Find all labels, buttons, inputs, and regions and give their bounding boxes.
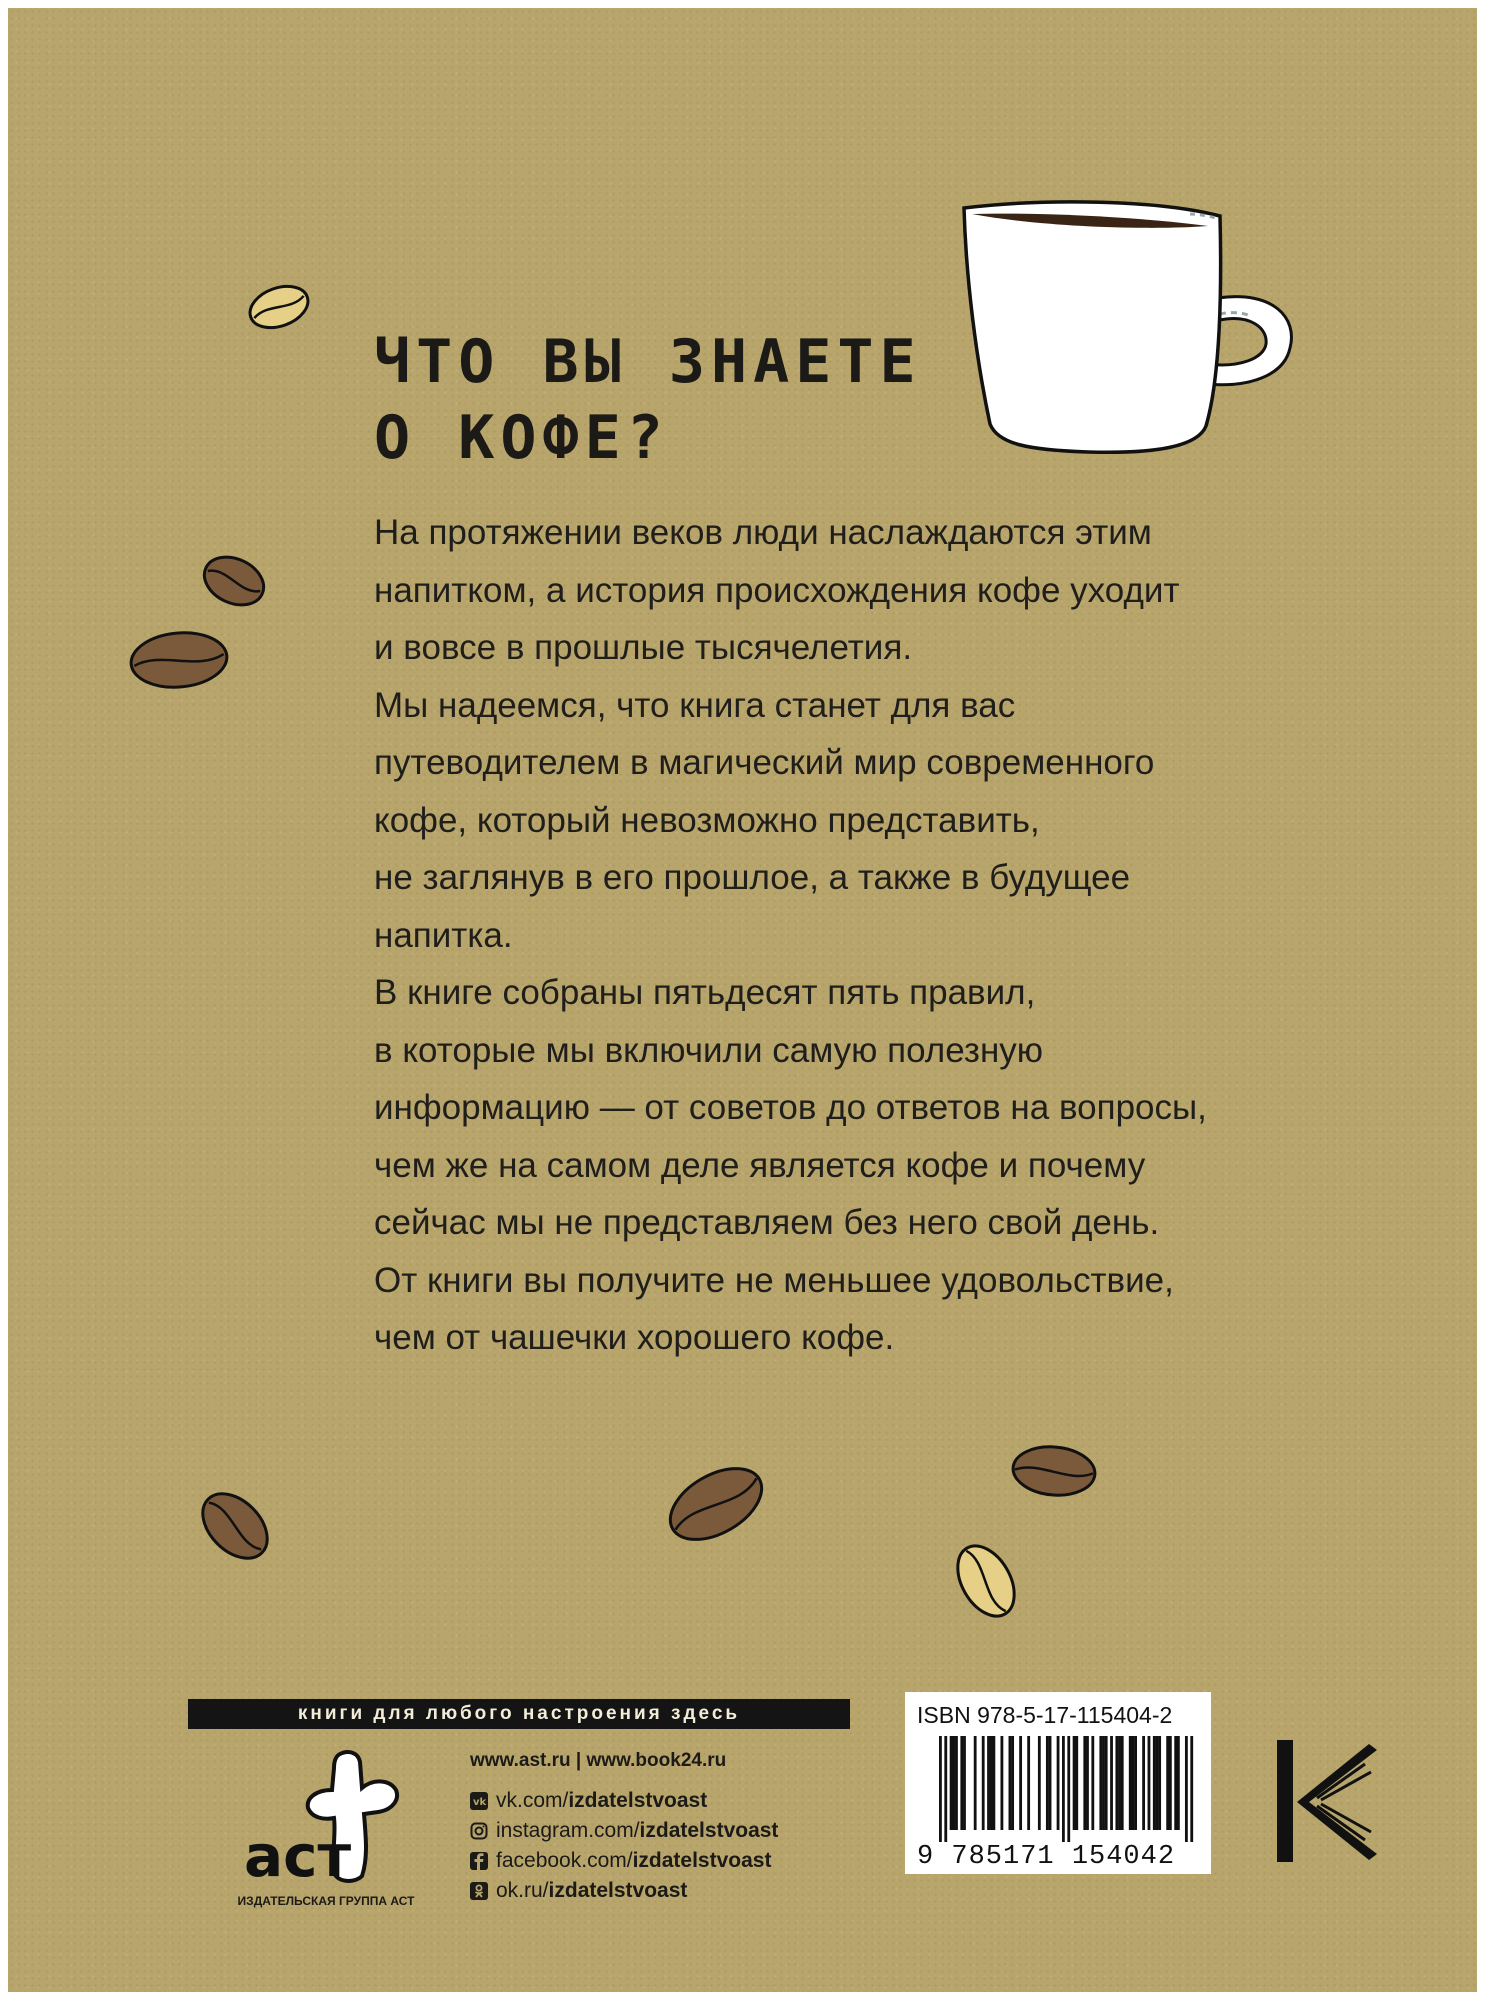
barcode-bar [952, 1736, 955, 1830]
description-line: чем же на самом деле является кофе и почему [374, 1145, 1146, 1185]
social-link-prefix: vk.com/ [496, 1789, 569, 1812]
description-line: в которые мы включили самую полезную [374, 1030, 1044, 1070]
description-line: На протяжении веков люди наслаждаются этим [374, 513, 1152, 552]
social-link-vk[interactable] [470, 1786, 778, 1816]
description-line: напитка. [374, 915, 513, 955]
barcode-bar [955, 1736, 958, 1830]
book-back-cover [8, 8, 1477, 1992]
social-link-handle: izdatelstvoast [548, 1879, 688, 1902]
barcode-bar [1118, 1736, 1121, 1830]
description-line: кофе, который невозможно представить, [374, 800, 1040, 840]
barcode-bar [982, 1736, 985, 1830]
social-link-prefix: instagram.com/ [496, 1819, 640, 1842]
description-text [374, 504, 1274, 1367]
social-link-handle: izdatelstvoast [639, 1819, 779, 1842]
barcode-bar [1174, 1736, 1177, 1830]
barcode-bar [1190, 1736, 1193, 1842]
description-line: сейчас мы не представляем без него свой день. [374, 1203, 1160, 1242]
barcode-bar [939, 1736, 942, 1842]
coffee-bean-dark-icon [198, 549, 270, 613]
social-link-prefix: facebook.com/ [496, 1849, 633, 1872]
barcode-bar [974, 1736, 977, 1830]
publisher-name: ИЗДАТЕЛЬСКАЯ ГРУППА АСТ [237, 1894, 415, 1908]
barcode-bar [1110, 1736, 1113, 1830]
barcode-bar [1185, 1736, 1188, 1842]
odnoklassniki-icon [470, 1882, 488, 1900]
barcode-bar [1046, 1736, 1049, 1830]
barcode-bar [987, 1736, 990, 1830]
barcode-bar [1169, 1736, 1172, 1830]
barcode-bar [1009, 1736, 1012, 1830]
barcode-bar [1062, 1736, 1065, 1842]
description-line: чем от чашечки хорошего кофе. [374, 1318, 895, 1357]
barcode-bar [1073, 1736, 1076, 1830]
coffee-bean-light-icon [244, 279, 314, 335]
barcode-bar [1153, 1736, 1156, 1830]
barcode-bar [1083, 1736, 1086, 1830]
logo-text: аст [244, 1822, 352, 1888]
description-line: Мы надеемся, что книга станет для вас [374, 685, 1016, 725]
social-link-prefix: ok.ru/ [496, 1879, 549, 1902]
barcode-bar [950, 1736, 953, 1830]
description-line: напитком, а история происхождения кофе уходит [374, 570, 1180, 610]
barcode-bar [1142, 1736, 1145, 1830]
barcode-bar [1011, 1736, 1014, 1830]
barcode-bar [1099, 1736, 1102, 1830]
headline-line: О КОФЕ? [374, 403, 669, 473]
description-line: путеводителем в магический мир современного [374, 743, 1155, 782]
barcode-bar [1019, 1736, 1022, 1830]
barcode-panel [905, 1692, 1211, 1874]
barcode-bar [1105, 1736, 1108, 1830]
isbn-number: ISBN 978-5-17-115404-2 [917, 1702, 1173, 1728]
barcode-bar [1177, 1736, 1180, 1830]
barcode-bar [1132, 1736, 1135, 1830]
barcode-bar [992, 1736, 995, 1830]
social-link-odnoklassniki[interactable] [470, 1876, 778, 1906]
barcode-bar [1148, 1736, 1151, 1830]
barcode-bar [1158, 1736, 1161, 1830]
barcode-bar [1102, 1736, 1105, 1830]
description-line: не заглянув в его прошлое, а также в будущее [374, 858, 1131, 897]
social-link-handle: izdatelstvoast [568, 1789, 708, 1812]
barcode-bar [1038, 1736, 1041, 1830]
description-line: и вовсе в прошлые тысячелетия. [374, 628, 913, 667]
coffee-bean-dark-icon [660, 1460, 772, 1548]
barcode-bar [1166, 1736, 1169, 1830]
social-link-instagram[interactable] [470, 1816, 778, 1846]
coffee-bean-dark-icon [1008, 1440, 1100, 1502]
barcode-bar [990, 1736, 993, 1830]
barcode-bar [1027, 1736, 1030, 1830]
coffee-bean-dark-icon [194, 1482, 276, 1570]
coffee-bean-light-icon [950, 1536, 1022, 1626]
headline-line: ЧТО ВЫ ЗНАЕТЕ [374, 327, 922, 397]
instagram-icon [470, 1822, 488, 1840]
social-links [470, 1786, 778, 1906]
barcode-bar [1049, 1736, 1052, 1830]
tagline-banner: книги для любого настроения здесь [188, 1699, 850, 1729]
ast-logo [236, 1748, 404, 1888]
description-line: В книге собраны пятьдесят пять правил, [374, 973, 1036, 1012]
book-k-logo [1273, 1736, 1388, 1866]
coffee-cup-illustration [958, 198, 1298, 458]
ean-digits: 9 785171 154042 [917, 1842, 1176, 1872]
barcode-bar [1091, 1736, 1094, 1830]
barcode [917, 1736, 1199, 1842]
websites[interactable]: www.ast.ru | www.book24.ru [470, 1750, 727, 1771]
barcode-bar [1057, 1736, 1060, 1830]
barcode-bar [1067, 1736, 1070, 1842]
barcode-bar [1075, 1736, 1078, 1830]
barcode-bar [1000, 1736, 1003, 1830]
facebook-icon [470, 1852, 488, 1870]
barcode-bar [1121, 1736, 1124, 1830]
barcode-bar [1115, 1736, 1118, 1830]
barcode-bar [1086, 1736, 1089, 1830]
vk-icon [470, 1792, 488, 1810]
description-line: От книги вы получите не меньшее удовольствие, [374, 1260, 1174, 1300]
coffee-bean-dark-icon [126, 625, 232, 695]
barcode-bar [963, 1736, 966, 1830]
svg-text:vk: vk [473, 1797, 487, 1808]
social-link-handle: izdatelstvoast [632, 1849, 772, 1872]
barcode-bar [1134, 1736, 1137, 1830]
barcode-bar [960, 1736, 963, 1830]
barcode-bar [1156, 1736, 1159, 1830]
barcode-bar [944, 1736, 947, 1842]
cover-headline [374, 324, 922, 476]
barcode-bar [1129, 1736, 1132, 1830]
social-link-facebook[interactable] [470, 1846, 778, 1876]
description-line: информацию — от советов до ответов на вопросы, [374, 1088, 1207, 1127]
